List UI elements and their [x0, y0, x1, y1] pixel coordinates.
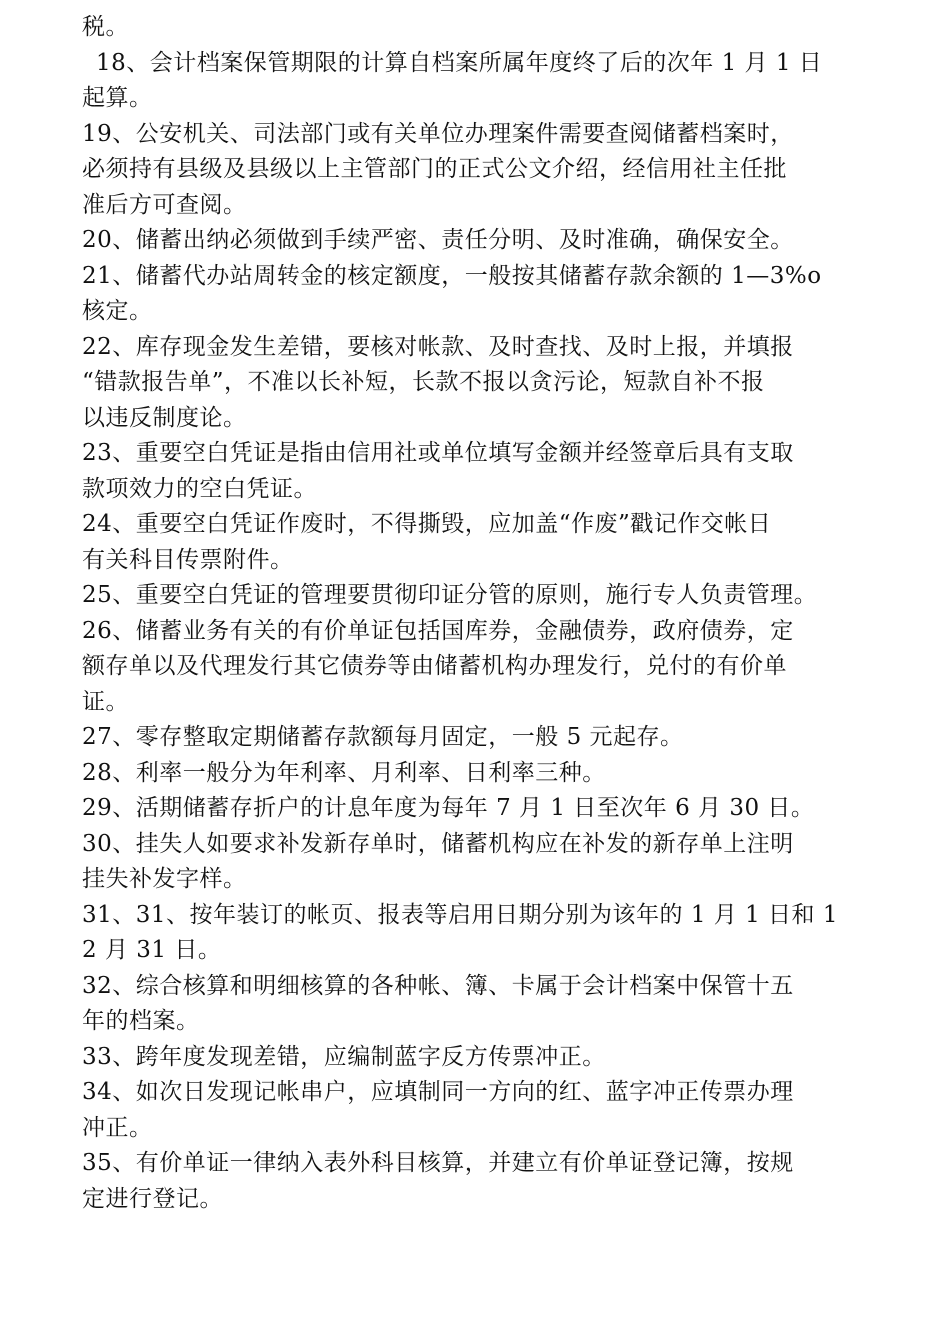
text-line: 准后方可查阅。 [82, 191, 247, 218]
text-line: 29、活期储蓄存折户的计息年度为每年 7 月 1 日至次年 6 月 30 日。 [82, 795, 815, 821]
text-line: 19、公安机关、司法部门或有关单位办理案件需要查阅储蓄档案时， [82, 120, 794, 147]
text-line: 额存单以及代理发行其它债券等由储蓄机构办理发行，兑付的有价单 [82, 653, 787, 679]
text-line: 25、重要空白凭证的管理要贯彻印证分管的原则，施行专人负责管理。 [82, 582, 818, 608]
text-line: 起算。 [82, 85, 153, 111]
text-line: 税。 [82, 14, 129, 40]
text-line: 2 月 31 日。 [82, 937, 222, 963]
text-line: 21、储蓄代办站周转金的核定额度，一般按其储蓄存款余额的 1—3%o [82, 262, 822, 289]
text-line: 挂失补发字样。 [82, 866, 247, 892]
text-line: 24、重要空白凭证作废时，不得撕毁，应加盖“作废”戳记作交帐日 [82, 511, 772, 537]
document-body [82, 10, 872, 1217]
text-line: 31、31、按年装订的帐页、报表等启用日期分别为该年的 1 月 1 日和 1 [82, 901, 838, 928]
text-line: 27、零存整取定期储蓄存款额每月固定，一般 5 元起存。 [82, 724, 684, 750]
text-line: “错款报告单”，不准以长补短，长款不报以贪污论，短款自补不报 [82, 369, 765, 395]
text-line: 以违反制度论。 [82, 404, 247, 431]
text-line: 必须持有县级及县级以上主管部门的正式公文介绍，经信用社主任批 [82, 156, 787, 182]
text-line: 20、储蓄出纳必须做到手续严密、责任分明、及时准确，确保安全。 [82, 227, 794, 253]
text-line: 22、库存现金发生差错，要核对帐款、及时查找、及时上报，并填报 [82, 333, 794, 360]
text-line: 年的档案。 [82, 1008, 200, 1034]
text-line: 有关科目传票附件。 [82, 546, 294, 573]
text-line: 28、利率一般分为年利率、月利率、日利率三种。 [82, 759, 606, 786]
text-line: 30、挂失人如要求补发新存单时，储蓄机构应在补发的新存单上注明 [82, 830, 794, 857]
text-line: 核定。 [82, 298, 153, 324]
text-line: 26、储蓄业务有关的有价单证包括国库券，金融债券，政府债券，定 [82, 617, 794, 644]
text-line: 冲正。 [82, 1114, 153, 1141]
text-line: 18、会计档案保管期限的计算自档案所属年度终了后的次年 1 月 1 日 [96, 49, 823, 76]
text-line: 款项效力的空白凭证。 [82, 475, 317, 502]
text-line: 33、跨年度发现差错，应编制蓝字反方传票冲正。 [82, 1043, 606, 1070]
text-line: 定进行登记。 [82, 1185, 223, 1212]
text-line: 23、重要空白凭证是指由信用社或单位填写金额并经签章后具有支取 [82, 440, 794, 466]
text-line: 35、有价单证一律纳入表外科目核算，并建立有价单证登记簿，按规 [82, 1150, 794, 1176]
text-line: 34、如次日发现记帐串户，应填制同一方向的红、蓝字冲正传票办理 [82, 1079, 794, 1105]
text-line: 32、综合核算和明细核算的各种帐、簿、卡属于会计档案中保管十五 [82, 972, 794, 999]
text-line: 证。 [82, 688, 129, 715]
